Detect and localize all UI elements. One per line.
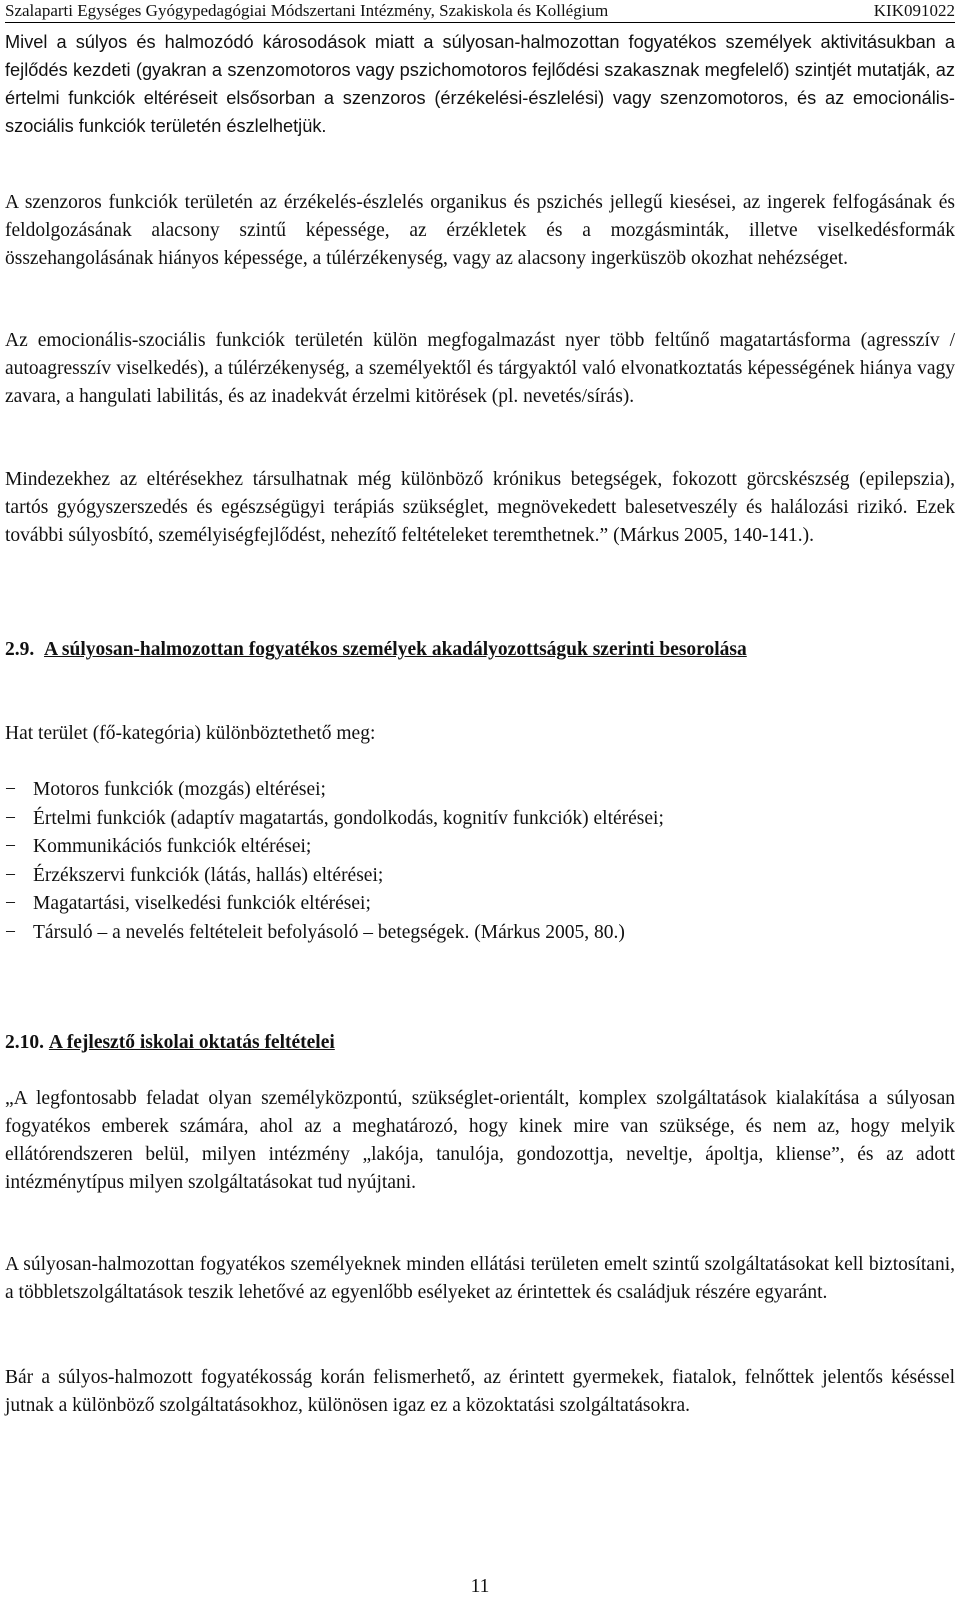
paragraph-sensory-block [5,189,955,273]
paragraph-access-block [5,1364,955,1420]
paragraph-services-block [5,1251,955,1307]
page-header [5,0,955,23]
paragraph-intro: Mivel a súlyos és halmozódó károsodások miatt a súlyosan-halmozottan fogyatékos személyek aktivitásukban a fejlődés kezdeti (gyakran a szenzomotoros vagy pszichomotoros fejlődési szakasznak megfelelő) szintjét mutatják, az értelmi funkciók eltéréseit elsősorban a szenzoros (érzékelési-észlelési) vagy szenzomotoros, és az emocionális-szociális funkciók területén észlelhetjük. [5,32,955,136]
paragraph-chronic: Mindezekhez az eltérésekhez társulhatnak még különböző krónikus betegségek, fokozott görcskészség (epilepszia), tartós gyógyszerszedés és egészségügyi terápiás szükséglet, megnövekedett balesetveszély és halálozási rizikó. Ezek további súlyosbító, személyiségfejlődést, nehezítő feltételeket teremthetnek.” (Márkus 2005, 140-141.). [5,469,955,546]
list-item: − Magatartási, viselkedési funkciók eltérései; [5,890,955,919]
dash-bullet: − [5,807,16,829]
paragraph-intro-block [5,28,955,140]
section-number: 2.10. [5,1032,44,1053]
page-number: 11 [470,1576,490,1597]
paragraph-emotional: Az emocionális-szociális funkciók területén külön megfogalmazást nyer több feltűnő magatartásforma (agresszív / autoagresszív viselkedés), a túlérzékenység, a személyektől és tárgyaktól való elvonatkoztatás képességének hiánya vagy zavara, a hangulati labilitás, és az inadekvát érzelmi kitörések (pl. nevetés/sírás). [5,330,955,407]
paragraph-sensory: A szenzoros funkciók területén az érzékelés-észlelés organikus és pszichés jellegű kiesései, az ingerek felfogásának és feldolgozásának alacsony szintű képessége, az érzékletek és a mozgásminták, illetve viselkedésformák összehangolásának hiányos képessége, a túlérzékenység, vagy az alacsony ingerküszöb okozhat nehézséget. [5,192,955,269]
category-list-block [5,776,955,947]
list-item: − Kommunikációs funkciók eltérései; [5,833,955,862]
list-item: − Érzékszervi funkciók (látás, hallás) eltérései; [5,862,955,891]
paragraph-chronic-block [5,466,955,550]
section-title: A súlyosan-halmozottan fogyatékos személyek akadályozottságuk szerinti besorolása [44,639,747,660]
dash-bullet: − [5,921,16,943]
list-item: − Társuló – a nevelés feltételeit befolyásoló – betegségek. (Márkus 2005, 80.) [5,919,955,948]
dash-bullet: − [5,779,16,800]
paragraph-categories-intro: Hat terület (fő-kategória) különböztethető meg: [5,723,376,744]
section-heading-2-10 [5,1029,955,1057]
paragraph-emotional-block [5,327,955,411]
dash-bullet: − [5,864,16,886]
section-number: 2.9. [5,639,35,660]
paragraph-categories-intro-block [5,720,955,748]
list-item: − Értelmi funkciók (adaptív magatartás, gondolkodás, kognitív funkciók) eltérései; [5,805,955,834]
section-title: A fejlesztő iskolai oktatás feltételei [48,1032,335,1053]
header-code: KIK091022 [873,1,955,20]
category-list [5,776,955,947]
list-item: − Motoros funkciók (mozgás) eltérései; [5,776,955,805]
paragraph-access: Bár a súlyos-halmozott fogyatékosság korán felismerhető, az érintett gyermekek, fiatalok, felnőttek jelentős késéssel jutnak a különböző szolgáltatásokhoz, különösen igaz ez a közoktatási szolgáltatásokra. [5,1367,955,1416]
paragraph-quote-block [5,1085,955,1197]
paragraph-quote: „A legfontosabb feladat olyan személyközpontú, szükséglet-orientált, komplex szolgáltatások kialakítása a súlyosan fogyatékos emberek számára, ahol az a meghatározó, hogy kinek mire van szüksége, és nem az, hogy melyik ellátórendszeren belül, milyen intézmény „lakója, tanulója, gondozottja, neveltje, ápoltja, kliense”, és az adott intézménytípus milyen szolgáltatásokat tud nyújtani. [5,1088,955,1193]
paragraph-services: A súlyosan-halmozottan fogyatékos személyeknek minden ellátási területen emelt szintű szolgáltatásokat kell biztosítani, a többletszolgáltatások teszik lehetővé az egyenlőbb esélyeket az érintettek és családjuk részére egyaránt. [5,1254,955,1303]
dash-bullet: − [5,836,16,857]
header-institution: Szalaparti Egységes Gyógypedagógiai Módszertani Intézmény, Szakiskola és Kollégium [5,1,609,20]
dash-bullet: − [5,893,16,914]
section-heading-2-9 [5,636,955,664]
